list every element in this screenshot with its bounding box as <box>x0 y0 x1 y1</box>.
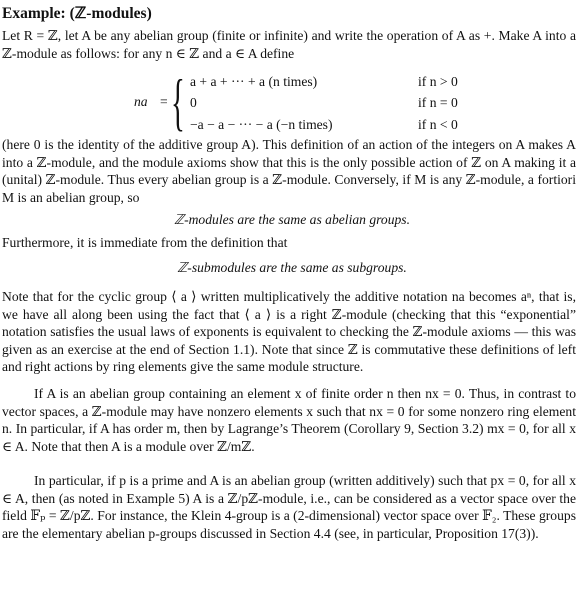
paragraph-abelian-groups: (here 0 is the identity of the additive group A). This definition of an action of the integers on A makes A into a ℤ-module, and the module axioms show that this is the only possible action of ℤ on A making it a (unital) ℤ-module. Thus every abelian group is a ℤ-module. Conversely, if M is any ℤ-module, a fortiori M is an abelian group, so <box>2 137 576 205</box>
paragraph-definition-intro: Let R = ℤ, let A be any abelian group (finite or infinite) and write the operation of A as +. Make A into a ℤ-module as follows: for any n ∈ ℤ and a ∈ A define <box>2 28 576 61</box>
example-heading: Example: (ℤ-modules) <box>2 5 152 22</box>
case-expression: a + a + ··· + a (n times) <box>190 74 318 89</box>
left-brace: { <box>171 66 185 137</box>
cases-lhs: na <box>134 94 148 109</box>
centered-statement-modules: ℤ-modules are the same as abelian groups. <box>173 212 411 227</box>
paragraph-finite-order: If A is an abelian group containing an element x of finite order n then nx = 0. Thus, in contrast to vector spaces, a ℤ-module may have nonzero elements x such that nx = 0 for some nonzero ring element n. In particular, if A has order m, then by Lagrange’s Theorem (Corollary 9, Section 3.2) mx = 0, for all x ∈ A. Note that then A is a module over ℤ/mℤ. <box>2 386 576 454</box>
piecewise-definition <box>134 66 574 142</box>
case-expression: −a − a − ··· − a (−n times) <box>190 117 333 132</box>
case-condition: if n < 0 <box>418 117 458 132</box>
case-condition: if n = 0 <box>418 95 458 110</box>
paragraph-furthermore: Furthermore, it is immediate from the definition that <box>2 235 288 250</box>
centered-statement-submodules: ℤ-submodules are the same as subgroups. <box>177 260 407 275</box>
case-condition: if n > 0 <box>418 74 458 89</box>
paragraph-elementary-abelian: In particular, if p is a prime and A is an abelian group (written additively) such that px = 0, for all x ∈ A, then (as noted in Example 5) A is a ℤ/pℤ-module, i.e., can be considered as a vector space over the field 𝔽ₚ = ℤ/pℤ. For instance, the Klein 4-group is a (2-dimensional) vector space over 𝔽₂. These groups are the elementary abelian p-groups discussed in Section 4.4 (see, in particular, Proposition 17(3)). <box>2 473 576 541</box>
paragraph-cyclic-group: Note that for the cyclic group ⟨ a ⟩ written multiplicatively the additive notation na becomes aⁿ, that is, we have all along been using the fact that ⟨ a ⟩ is a right ℤ-module (checking that this “exponential” notation satisfies the usual laws of exponents is equivalent to checking the ℤ-module axioms — this was given as an exercise at the end of Section 1.1). Note that since ℤ is commutative these definitions of left and right actions by ring elements give the same module structure. <box>2 289 576 374</box>
case-expression: 0 <box>190 95 197 110</box>
cases-equals: = <box>160 94 168 109</box>
